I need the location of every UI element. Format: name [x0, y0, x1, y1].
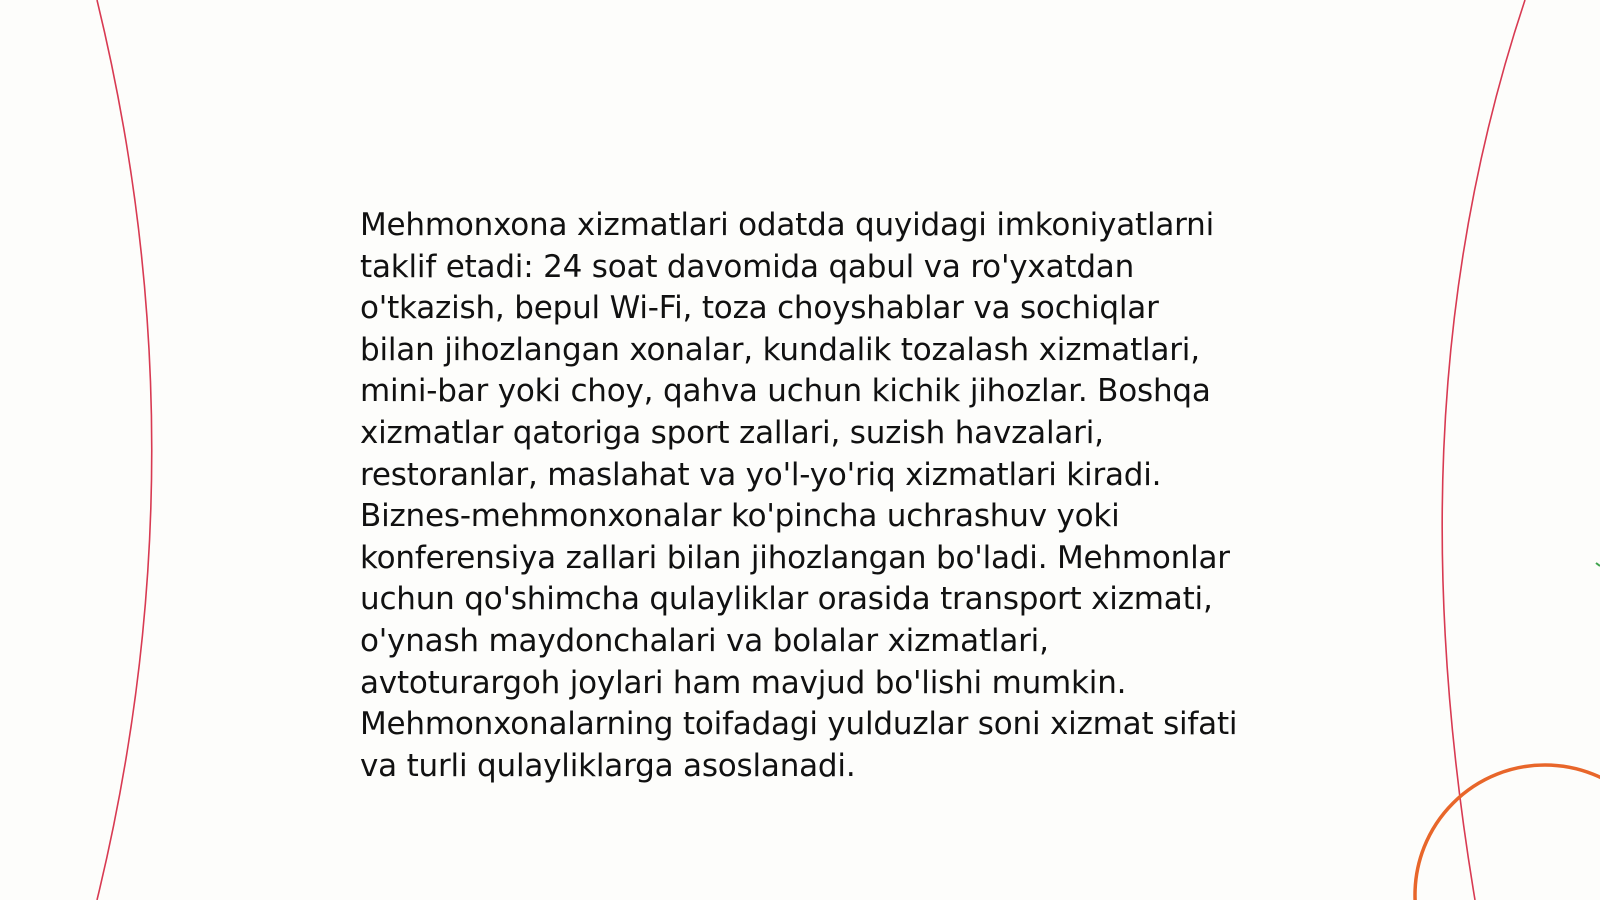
right-curve-line: [1442, 0, 1525, 900]
orange-accent-circle: [1415, 765, 1600, 900]
green-accent-mark: [1596, 563, 1600, 566]
body-paragraph: Mehmonxona xizmatlari odatda quyidagi imkoniyatlarni taklif etadi: 24 soat davomida qabul va ro'yxatdan o'tkazish, bepul Wi-Fi, toza choyshablar va sochiqlar bilan jihozlangan xonalar, kundalik tozalash xizmatlari, mini-bar yoki choy, qahva uchun kichik jihozlar. Boshqa xizmatlar qatoriga sport zallari, suzish havzalari, restoranlar, maslahat va yo'l-yo'riq xizmatlari kiradi. Biznes-mehmonxonalar ko'pincha uchrashuv yoki konferensiya zallari bilan jihozlangan bo'ladi. Mehmonlar uchun qo'shimcha qulayliklar orasida transport xizmati, o'ynash maydonchalari va bolalar xizmatlari, avtoturargoh joylari ham mavjud bo'lishi mumkin. Mehmonxonalarning toifadagi yulduzlar soni xizmat sifati va turli qulayliklarga asoslanadi.: [360, 207, 1238, 784]
left-curve-line: [97, 0, 152, 900]
